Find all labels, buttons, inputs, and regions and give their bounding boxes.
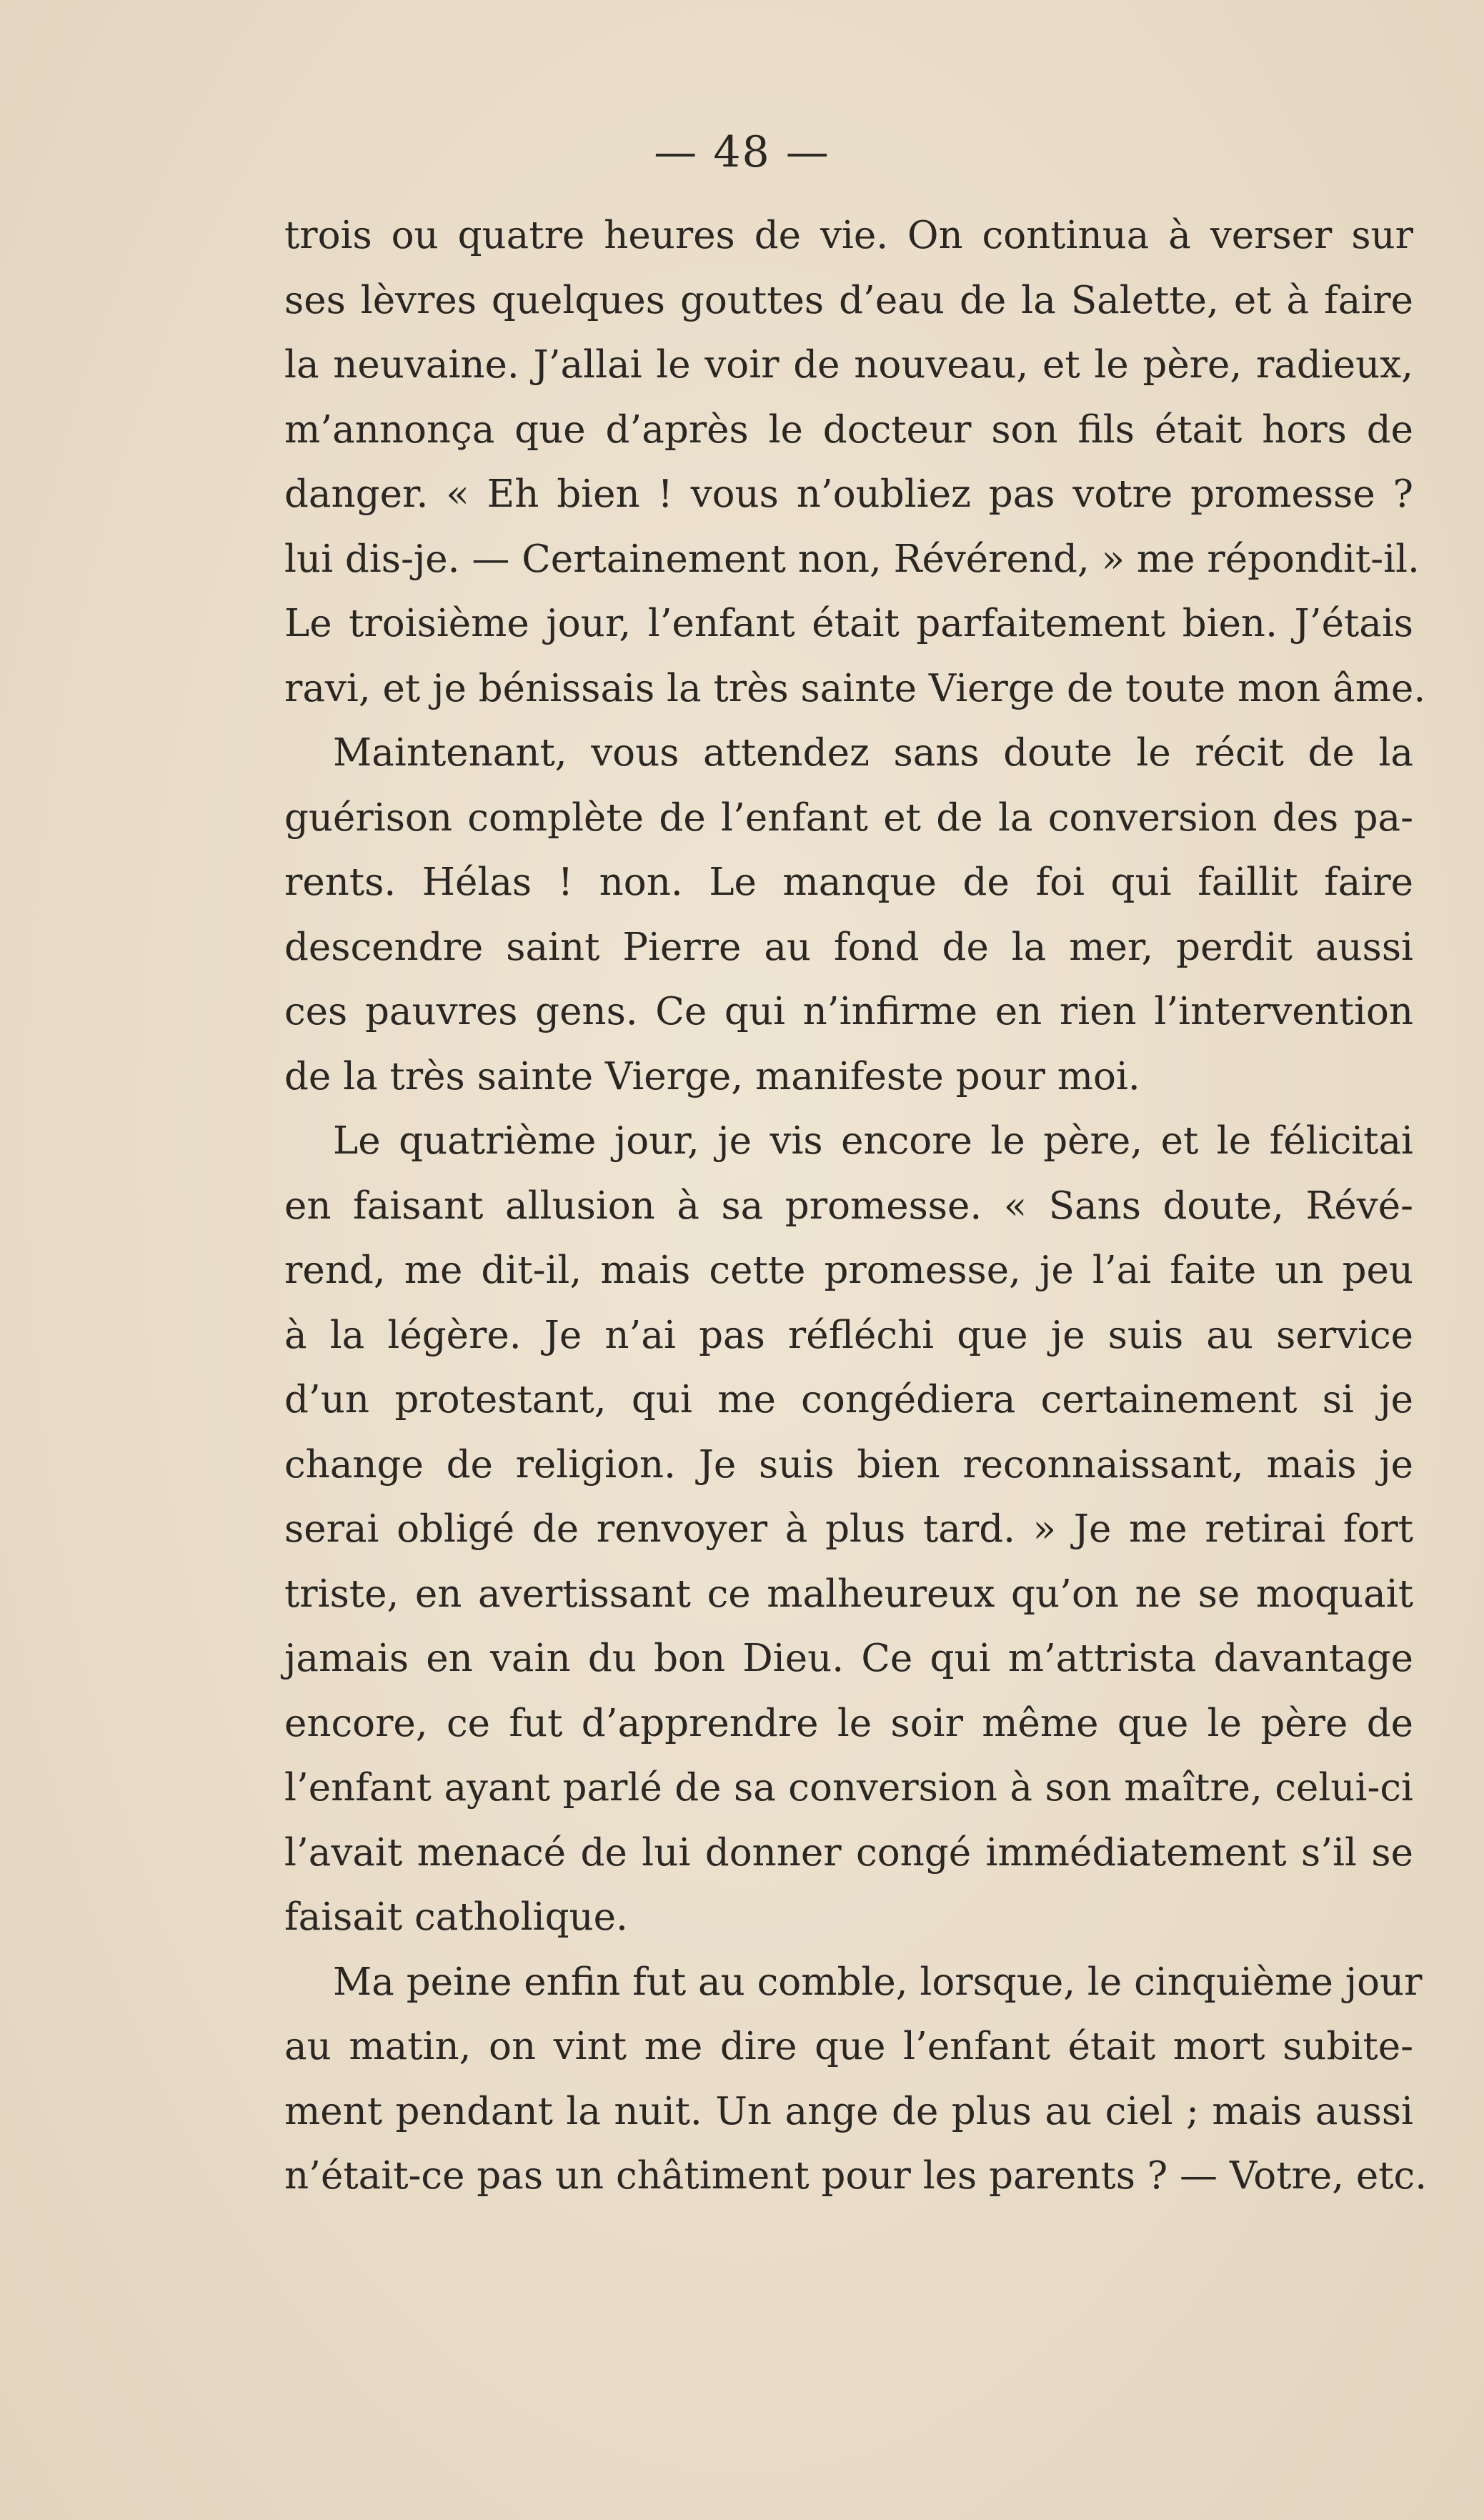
body-text: [284, 204, 1428, 2209]
text-line: la neuvaine. J’allai le voir de nouveau, et le père, radieux,: [284, 343, 1413, 387]
text-line: faisait catholique.: [284, 1895, 628, 1939]
text-line: lui dis-je. — Certainement non, Révérend, » me répondit-il.: [284, 537, 1420, 581]
text-line: ravi, et je bénissais la très sainte Vierge de toute mon âme.: [284, 666, 1426, 710]
text-line: descendre saint Pierre au fond de la mer, perdit aussi: [284, 925, 1413, 969]
text-line: à la légère. Je n’ai pas réfléchi que je suis au service: [284, 1313, 1413, 1357]
text-line: n’était-ce pas un châtiment pour les parents ? — Votre, etc.: [284, 2154, 1428, 2198]
text-line: trois ou quatre heures de vie. On continua à verser sur: [284, 214, 1413, 257]
text-line: Le quatrième jour, je vis encore le père, et le félicitai: [333, 1119, 1413, 1163]
text-line: encore, ce fut d’apprendre le soir même que le père de: [284, 1701, 1413, 1745]
text-line: triste, en avertissant ce malheureux qu’on ne se moquait: [284, 1572, 1413, 1616]
text-line: rents. Hélas ! non. Le manque de foi qui faillit faire: [284, 860, 1413, 904]
text-line: jamais en vain du bon Dieu. Ce qui m’attrista davantage: [284, 1637, 1413, 1680]
text-line: danger. « Eh bien ! vous n’oubliez pas votre promesse ?: [284, 472, 1413, 516]
text-line: Le troisième jour, l’enfant était parfaitement bien. J’étais: [284, 602, 1413, 645]
page-number: — 48 —: [654, 127, 830, 177]
text-line: Maintenant, vous attendez sans doute le récit de la: [333, 731, 1413, 775]
text-line: au matin, on vint me dire que l’enfant était mort subite-: [284, 2025, 1413, 2068]
text-line: Ma peine enfin fut au comble, lorsque, le cinquième jour: [333, 1960, 1423, 2004]
text-line: ses lèvres quelques gouttes d’eau de la Salette, et à faire: [284, 278, 1413, 322]
text-line: rend, me dit-il, mais cette promesse, je l’ai faite un peu: [284, 1249, 1413, 1292]
text-line: l’enfant ayant parlé de sa conversion à son maître, celui-ci: [284, 1766, 1413, 1810]
text-line: de la très sainte Vierge, manifeste pour moi.: [284, 1054, 1140, 1098]
text-line: guérison complète de l’enfant et de la conversion des pa-: [284, 795, 1413, 840]
text-line: serai obligé de renvoyer à plus tard. » Je me retirai fort: [284, 1507, 1413, 1551]
text-line: ces pauvres gens. Ce qui n’infirme en rien l’intervention: [284, 990, 1413, 1033]
text-line: l’avait menacé de lui donner congé immédiatement s’il se: [284, 1830, 1413, 1875]
text-line: en faisant allusion à sa promesse. « Sans doute, Révé-: [284, 1184, 1413, 1228]
text-line: change de religion. Je suis bien reconnaissant, mais je: [284, 1442, 1413, 1487]
text-line: d’un protestant, qui me congédiera certainement si je: [284, 1378, 1413, 1422]
text-line: m’annonça que d’après le docteur son fils était hors de: [284, 407, 1413, 452]
text-line: ment pendant la nuit. Un ange de plus au ciel ; mais aussi: [284, 2089, 1413, 2133]
